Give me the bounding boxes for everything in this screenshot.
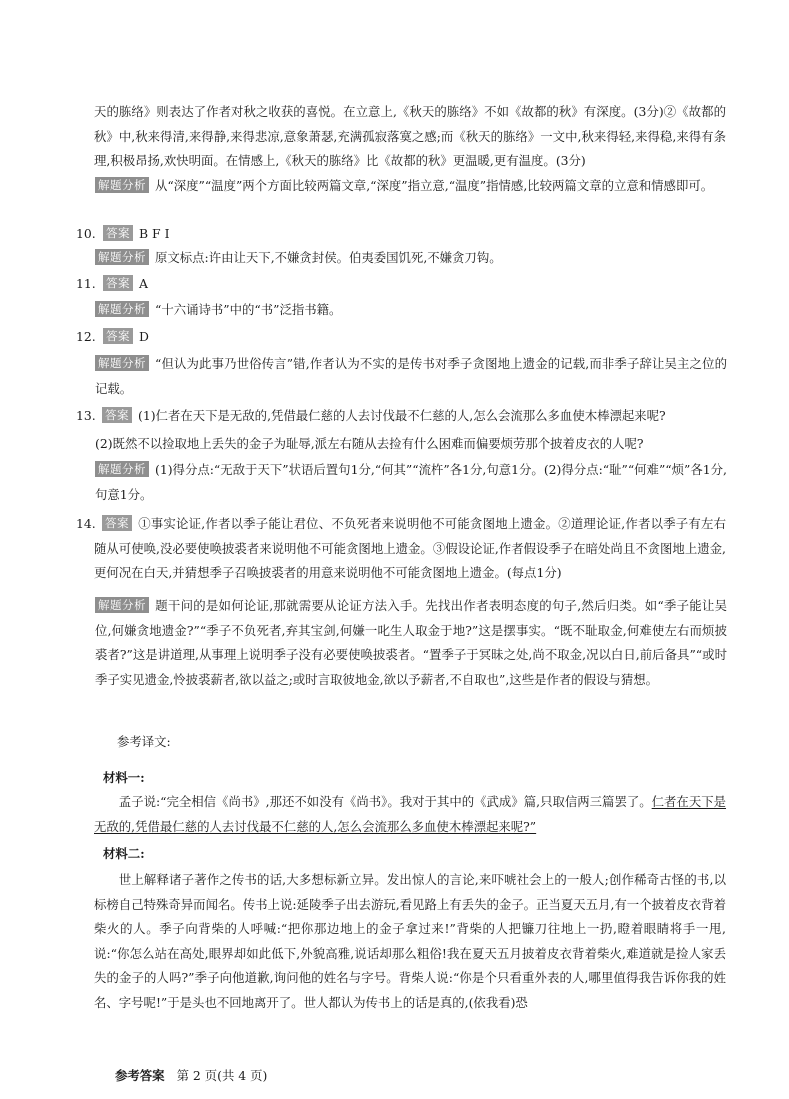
answer-tag: 答案 (103, 328, 133, 344)
q10-analysis-text: 原文标点:许由让天下,不嫌贪封侯。伯夷委国饥死,不嫌贪刀钩。 (155, 250, 502, 265)
intro-analysis-text: 从“深度”“温度”两个方面比较两篇文章,“深度”指立意,“温度”指情感,比较两篇文章的立意和情感即可。 (155, 178, 714, 193)
q10-answer (103, 222, 169, 246)
q13-number: 13. (76, 408, 96, 423)
q12-answer (103, 325, 149, 349)
q13-answer-1-text: (1)仁者在天下是无敌的,凭借最仁慈的人去讨伐最不仁慈的人,怎么会流那么多血使木棒漂起来呢? (138, 408, 666, 423)
q13-answer-1 (94, 404, 726, 429)
analysis-tag: 解题分析 (95, 597, 149, 613)
q11-analysis (95, 298, 727, 323)
q14-answer-text: ①事实论证,作者以季子能让君位、不负死者来说明他不可能贪图地上遗金。②道理论证,作者以季子有左右随从可使唤,没必要使唤披裘者来说明他不可能贪图地上遗金。③假设论证,作者假设季子在暗处尚且不贪图地上遗金,更何况在白天,并猜想季子召唤披裘者的用意来说明他不可能贪图地上遗金。(每点1分) (94, 516, 726, 581)
material-2-text: 世上解释诸子著作之传书的话,大多想标新立异。发出惊人的言论,来吓唬社会上的一般人;创作稀奇古怪的书,以标榜自己特殊奇异而闻名。传书上说:延陵季子出去游玩,看见路上有丢失的金子。正当夏天五月,有一个披着皮衣背着柴火的人。季子向背柴的人呼喊:“把你那边地上的金子拿过来!”背柴的人把镰刀往地上一扔,瞪着眼睛将手一甩,说:“你怎么站在高处,眼界却如此低下,外貌高雅,说话却那么粗俗!我在夏天五月披着皮衣背着柴火,难道就是捡人家丢失的金子的人吗?”季子向他道歉,询问他的姓名与字号。背柴人说:“你是个只看重外表的人,哪里值得我告诉你我的姓名、字号呢!”于是头也不回地离开了。世人都认为传书上的话是真的,(依我看)恐 (94, 872, 726, 1010)
footer-page-number: 第 2 页(共 4 页) (176, 1068, 268, 1083)
q14-analysis (95, 594, 727, 692)
intro-analysis (95, 174, 727, 199)
material-1-text (94, 790, 726, 839)
q11-answer (103, 272, 148, 296)
material-2-title: 材料二: (103, 846, 145, 861)
page-footer (115, 1066, 267, 1084)
analysis-tag: 解题分析 (95, 249, 149, 265)
q13-answer-2: (2)既然不以捡取地上丢失的金子为耻辱,派左右随从去捡有什么困难而偏要烦劳那个披着皮衣的人呢? (95, 436, 644, 451)
footer-label: 参考答案 (115, 1068, 165, 1083)
q13-analysis (95, 458, 727, 507)
q11-answer-text: A (139, 276, 148, 291)
analysis-tag: 解题分析 (95, 301, 149, 317)
answer-tag: 答案 (102, 515, 132, 531)
analysis-tag: 解题分析 (95, 461, 149, 477)
answer-tag: 答案 (102, 407, 132, 423)
q10-analysis (95, 246, 727, 271)
q11-number: 11. (76, 276, 96, 291)
intro-answer-text: 天的胨络》则表达了作者对秋之收获的喜悦。在立意上,《秋天的胨络》不如《故都的秋》有深度。(3分)②《故都的秋》中,秋来得清,来得静,来得悲凉,意象萧瑟,充满孤寂落寞之感;而《秋天的胨络》一文中,秋来得轻,来得稳,来得有条理,积极昂扬,欢快明面。在情感上,《秋天的胨络》比《故都的秋》更温暖,更有温度。(3分) (94, 104, 726, 169)
q12-number: 12. (76, 329, 96, 344)
analysis-tag: 解题分析 (95, 177, 149, 193)
q10-number: 10. (76, 226, 96, 241)
material-1-underlined: 仁者在天下是无敌的,凭借最仁慈的人去讨伐最不仁慈的人,怎么会流那么多血使木棒漂起来呢?” (94, 794, 727, 834)
q12-analysis (95, 352, 727, 401)
answer-tag: 答案 (103, 275, 133, 291)
material-1-plain: 孟子说:“完全相信《尚书》,那还不如没有《尚书》。我对于其中的《武成》篇,只取信两三篇罢了。 (118, 794, 652, 809)
q11-analysis-text: “十六诵诗书”中的“书”泛指书籍。 (155, 302, 342, 317)
material-1-title: 材料一: (103, 770, 145, 785)
q13-analysis-text: (1)得分点:“无敌于天下”状语后置句1分,“何其”“流杵”各1分,句意1分。(2)得分点:“耻”“何难”“烦”各1分,句意1分。 (95, 462, 727, 502)
q12-analysis-text: “但认为此事乃世俗传言”错,作者认为不实的是传书对季子贪图地上遗金的记载,而非季子辞让吴主之位的记载。 (95, 356, 727, 396)
answer-tag: 答案 (103, 225, 133, 241)
q12-answer-text: D (139, 329, 149, 344)
analysis-tag: 解题分析 (95, 355, 149, 371)
q14-number: 14. (76, 516, 96, 531)
q14-answer (94, 512, 726, 586)
q14-analysis-text: 题干问的是如何论证,那就需要从论证方法入手。先找出作者表明态度的句子,然后归类。如“季子能让吴位,何嫌贪地遗金?”“季子不负死者,弃其宝剑,何嫌一叱生人取金于地?”这是摆事实。“既不耻取金,何难使左右而烦披裘者?”这是讲道理,从事理上说明季子没有必要使唤披裘者。“置季子于冥昧之处,尚不取金,况以白日,前后备具”“或时季子实见遗金,怜披裘薪者,欲以益之;或时言取彼地金,欲以予薪者,不自取也”,这些是作者的假设与猜想。 (95, 598, 727, 687)
translation-title: 参考译文: (117, 734, 171, 749)
q10-answer-text: B F I (139, 226, 170, 241)
